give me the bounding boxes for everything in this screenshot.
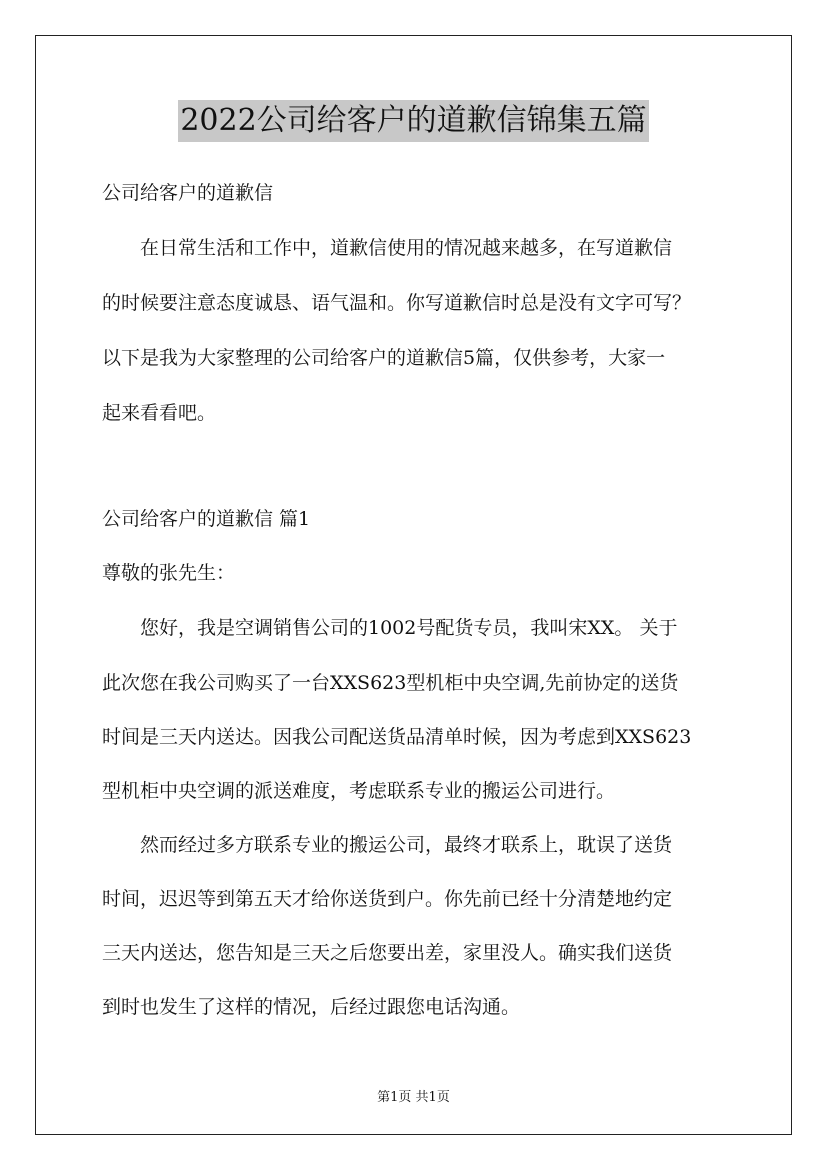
section-heading: 公司给客户的道歉信 篇1 xyxy=(102,508,311,530)
paragraph-line: 然而经过多方联系专业的搬运公司，最终才联系上，耽误了送货 xyxy=(102,834,673,856)
paragraph-line: 在日常生活和工作中，道歉信使用的情况越来越多，在写道歉信 xyxy=(102,237,673,259)
paragraph-line: 时间是三天内送达。因我公司配送货品清单时候，因为考虑到XXS623 xyxy=(102,726,692,748)
paragraph-line: 三天内送达，您告知是三天之后您要出差，家里没人。确实我们送货 xyxy=(102,942,673,964)
paragraph-line: 的时候要注意态度诚恳、语气温和。你写道歉信时总是没有文字可写？ xyxy=(102,292,692,314)
title-container xyxy=(0,100,827,142)
salutation: 尊敬的张先生： xyxy=(102,562,236,584)
paragraph-line: 此次您在我公司购买了一台XXS623型机柜中央空调,先前协定的送货 xyxy=(102,672,679,694)
section-heading: 公司给客户的道歉信 xyxy=(102,182,274,204)
paragraph-line: 到时也发生了这样的情况，后经过跟您电话沟通。 xyxy=(102,996,521,1018)
paragraph-line: 起来看看吧。 xyxy=(102,402,217,424)
page-footer: 第1页 共1页 xyxy=(377,1090,450,1105)
document-title: 2022公司给客户的道歉信锦集五篇 xyxy=(178,100,648,142)
paragraph-line: 您好，我是空调销售公司的1002号配货专员，我叫宋XX。 关于 xyxy=(102,617,678,639)
paragraph-line: 以下是我为大家整理的公司给客户的道歉信5篇，仅供参考，大家一 xyxy=(102,347,666,369)
paragraph-line: 时间，迟迟等到第五天才给你送货到户。你先前已经十分清楚地约定 xyxy=(102,888,673,910)
paragraph-line: 型机柜中央空调的派送难度，考虑联系专业的搬运公司进行。 xyxy=(102,780,616,802)
